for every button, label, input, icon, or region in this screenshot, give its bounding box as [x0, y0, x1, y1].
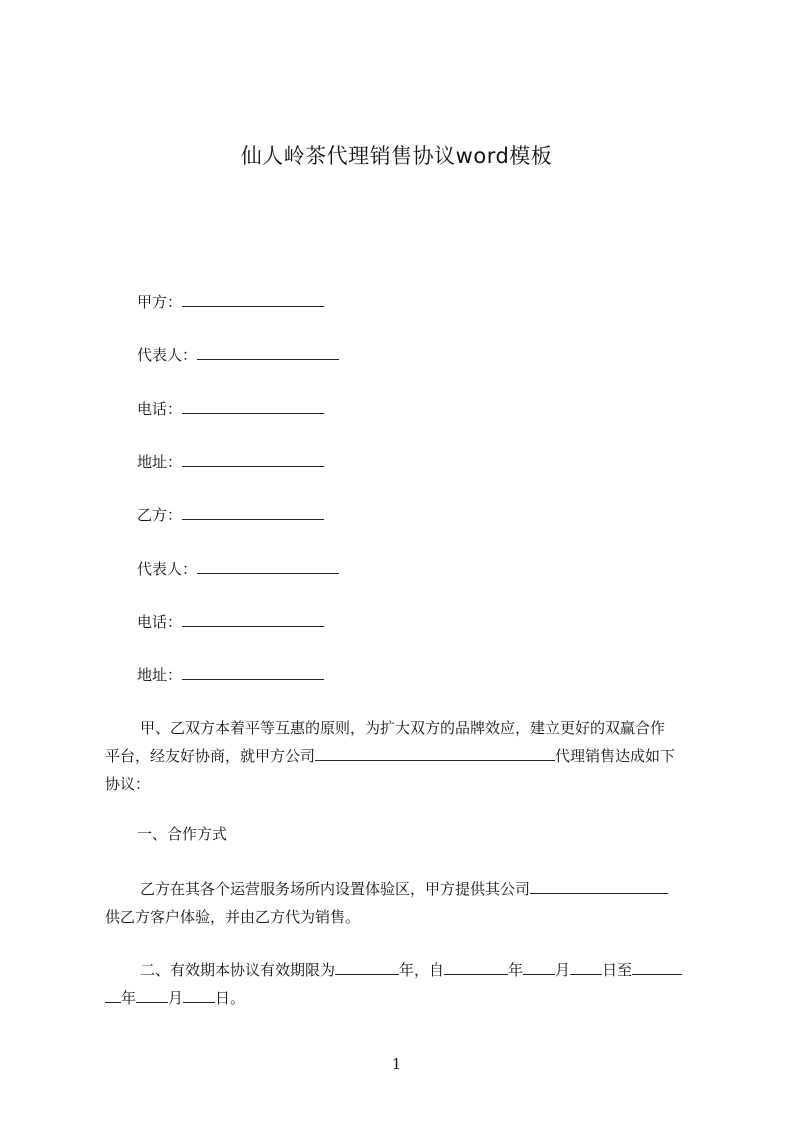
section-2-line-1	[105, 956, 705, 984]
end-month-blank[interactable]	[136, 988, 168, 1003]
party-a-address-field	[137, 452, 324, 472]
section-1-line-1	[105, 875, 705, 903]
party-b-address-blank[interactable]	[182, 665, 324, 680]
start-month-unit: 月	[555, 961, 571, 979]
intro-line-2-end: 代理销售达成如下	[555, 747, 676, 765]
company-blank[interactable]	[315, 746, 555, 761]
end-month-unit: 月	[168, 989, 184, 1007]
start-month-blank[interactable]	[523, 960, 555, 975]
validity-text: 二、有效期本协议有效期限为	[140, 961, 336, 979]
section-1-heading: 一、合作方式	[137, 825, 228, 843]
party-b-representative-field	[137, 559, 339, 579]
section-1-line-1-text: 乙方在其各个运营服务场所内设置体验区，甲方提供其公司	[140, 880, 531, 898]
party-b-phone-label: 电话：	[137, 613, 183, 631]
intro-line-2-start: 平台，经友好协商，就甲方公司	[105, 747, 316, 765]
start-year-unit: 年	[508, 961, 524, 979]
party-b-field	[137, 505, 324, 525]
party-b-phone-blank[interactable]	[182, 612, 324, 627]
party-b-address-label: 地址：	[137, 666, 183, 684]
intro-line-3: 协议：	[105, 775, 151, 793]
party-b-phone-field	[137, 612, 324, 632]
party-a-address-blank[interactable]	[182, 452, 324, 467]
party-b-representative-label: 代表人：	[137, 560, 198, 578]
party-a-representative-label: 代表人：	[137, 346, 198, 364]
start-year-blank[interactable]	[444, 960, 508, 975]
page-number: 1	[391, 1055, 402, 1073]
party-a-blank[interactable]	[182, 292, 324, 307]
section-2-line-2	[105, 984, 705, 1012]
document-title: 仙人岭茶代理销售协议word模板	[240, 144, 553, 168]
party-a-field	[137, 292, 324, 312]
party-a-representative-field	[137, 345, 339, 365]
party-b-label: 乙方：	[137, 506, 183, 524]
intro-line-2	[105, 742, 705, 770]
end-year-blank-part-1[interactable]	[632, 960, 682, 975]
party-b-address-field	[137, 665, 324, 685]
start-day-blank[interactable]	[570, 960, 602, 975]
party-a-address-label: 地址：	[137, 453, 183, 471]
product-blank[interactable]	[530, 879, 668, 894]
party-b-representative-blank[interactable]	[197, 559, 339, 574]
intro-paragraph	[105, 714, 705, 798]
end-year-unit: 年	[121, 989, 137, 1007]
party-a-representative-blank[interactable]	[197, 345, 339, 360]
section-2-paragraph	[105, 956, 705, 1012]
start-day-unit: 日至	[602, 961, 633, 979]
party-a-label: 甲方：	[137, 293, 183, 311]
section-1-line-2: 供乙方客户体验，并由乙方代为销售。	[105, 908, 361, 926]
validity-years-blank[interactable]	[335, 960, 399, 975]
intro-line-1: 甲、乙双方本着平等互惠的原则，为扩大双方的品牌效应，建立更好的双赢合作	[140, 719, 666, 737]
validity-year-unit: 年，自	[399, 961, 445, 979]
section-1-paragraph	[105, 875, 705, 931]
end-day-unit: 日。	[215, 989, 246, 1007]
party-a-phone-blank[interactable]	[182, 399, 324, 414]
party-a-phone-label: 电话：	[137, 400, 183, 418]
end-day-blank[interactable]	[183, 988, 215, 1003]
party-b-blank[interactable]	[182, 505, 324, 520]
party-a-phone-field	[137, 399, 324, 419]
end-year-blank-part-2[interactable]	[105, 988, 121, 1003]
